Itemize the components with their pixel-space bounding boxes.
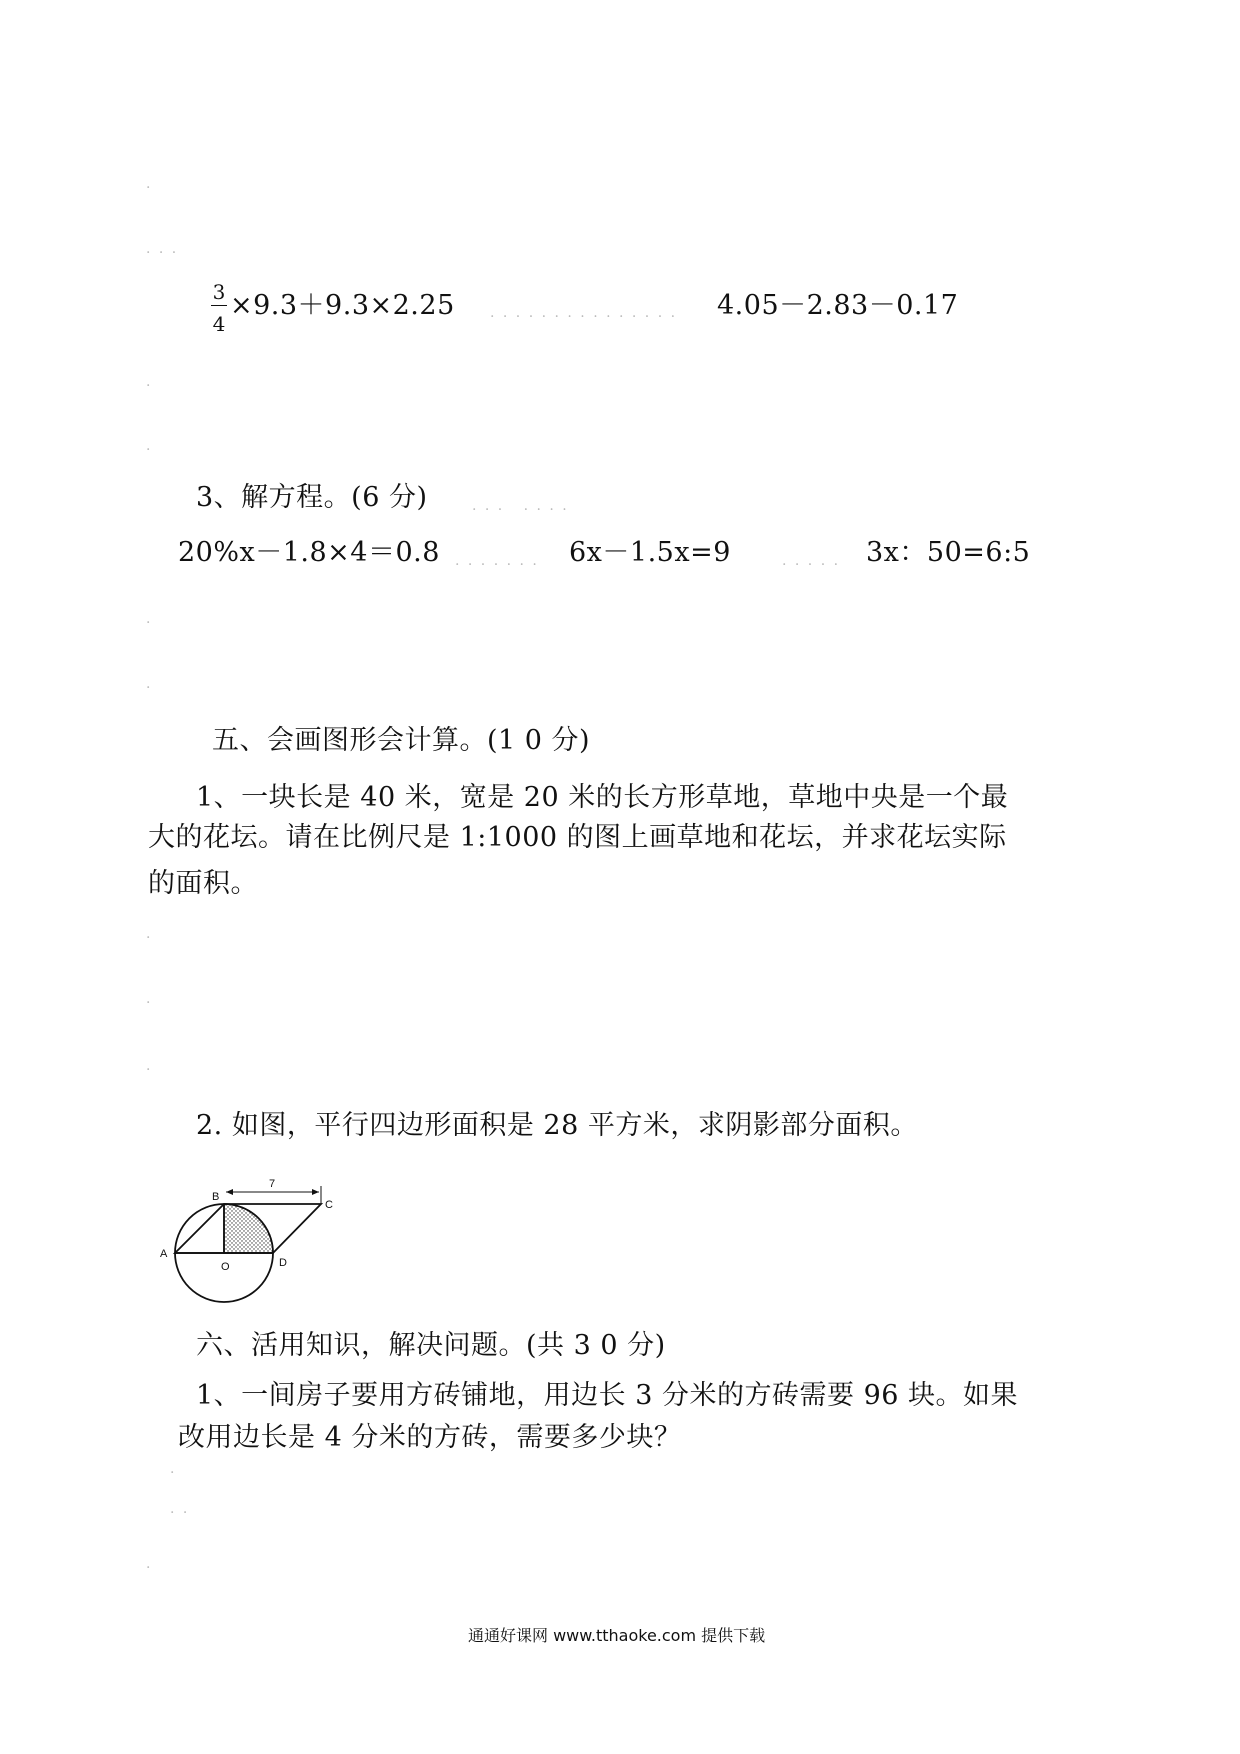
scan-dot: · [146, 680, 153, 696]
label-7: 7 [269, 1178, 276, 1190]
fraction-denominator: 4 [212, 312, 226, 336]
section6-q1-line2: 改用边长是 4 分米的方砖，需要多少块？ [178, 1422, 682, 1453]
label-a: A [160, 1248, 168, 1260]
page-footer: 通通好课网 www.tthaoke.com 提供下载 [468, 1626, 766, 1645]
scan-dot: · [146, 615, 153, 631]
calc-expression-2: 4.05－2.83－0.17 [717, 290, 959, 321]
dotted-filler: . . . . . [782, 553, 841, 569]
fraction-bar [211, 305, 227, 306]
scan-dot: · [146, 180, 153, 196]
label-d: D [279, 1257, 287, 1269]
section6-title: 六、活用知识，解决问题。(共 3 0 分) [196, 1330, 666, 1361]
dimension-arrow-right [312, 1189, 319, 1195]
scan-dot: · [146, 995, 153, 1011]
dotted-filler: . . . . . . . [472, 498, 569, 514]
equations-title: 3、解方程。(6 分) [196, 482, 428, 513]
dotted-filler: . . . . . . . . . . . . . . . [490, 305, 678, 321]
label-b: B [212, 1191, 220, 1203]
dimension-arrow-left [226, 1189, 233, 1195]
section5-q2: 2. 如图，平行四边形面积是 28 平方米，求阴影部分面积。 [196, 1110, 918, 1141]
section5-title: 五、会画图形会计算。(1 0 分) [212, 725, 591, 756]
scan-dot: · · [170, 1505, 190, 1521]
section5-q1-line1: 1、一块长是 40 米，宽是 20 米的长方形草地，草地中央是一个最 [196, 782, 1009, 813]
scan-dot: · [146, 378, 153, 394]
scan-dot: · [146, 1062, 153, 1078]
section5-q1-line2: 大的花坛。请在比例尺是 1:1000 的图上画草地和花坛，并求花坛实际 [148, 822, 1007, 853]
fraction-numerator: 3 [212, 280, 226, 304]
equation-3: 3x：50=6:5 [866, 537, 1031, 568]
scan-dot: · [146, 1560, 153, 1576]
label-c: C [325, 1199, 333, 1211]
scan-dot: · [146, 442, 153, 458]
scan-dot: · [146, 930, 153, 946]
scan-dot: · · · [146, 245, 179, 261]
equation-1: 20%x－1.8×4＝0.8 [178, 537, 440, 568]
scan-dot: · [170, 1465, 177, 1481]
dotted-filler: . . . . . . . [455, 553, 539, 569]
parallelogram-circle-figure [155, 1170, 345, 1310]
section6-q1-line1: 1、一间房子要用方砖铺地，用边长 3 分米的方砖需要 96 块。如果 [196, 1380, 1019, 1411]
calc-expression-1: ×9.3＋9.3×2.25 [230, 290, 455, 321]
equation-2: 6x－1.5x=9 [569, 537, 731, 568]
section5-q1-line3: 的面积。 [148, 868, 258, 899]
label-o: O [221, 1261, 230, 1273]
